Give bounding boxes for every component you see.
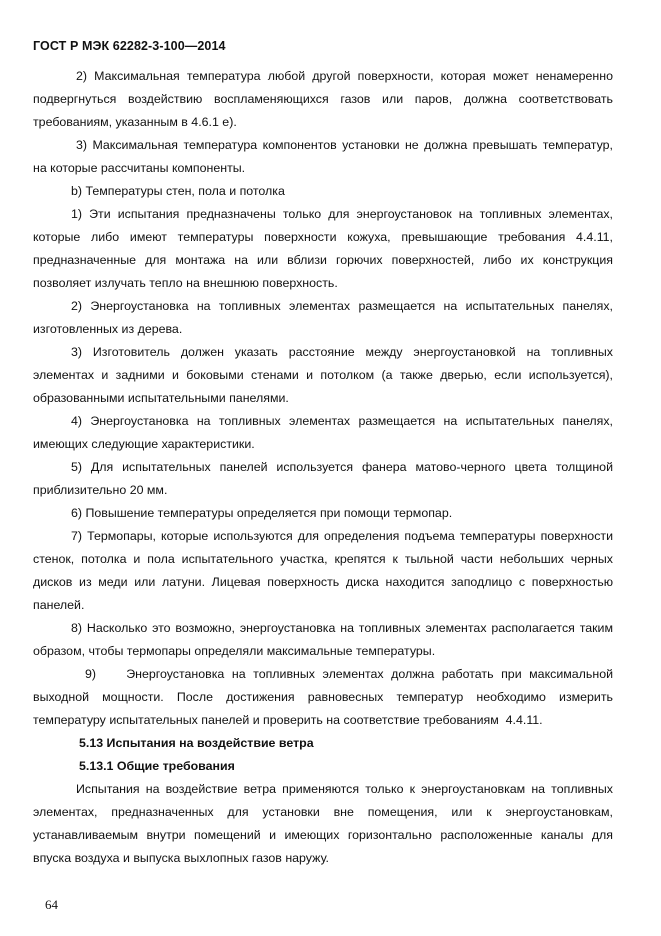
- paragraph-2: 2) Максимальная температура любой другой поверхности, которая может ненамеренно подвергнуться воздействию воспламеняющихся газов или паров, должна соответствовать требованиям, указанным в 4.6.1 е).: [33, 69, 613, 129]
- section-heading-5-13-1: 5.13.1 Общие требования: [79, 759, 235, 773]
- paragraph-b7: 7) Термопары, которые используются для определения подъема температуры поверхности стенок, потолка и пола испытательного участка, крепятся к тыльной части небольших черных дисков из меди или латуни. Лицевая поверхность диска находится заподлицо с поверхностью панелей.: [33, 529, 613, 612]
- paragraph-b8: 8) Насколько это возможно, энергоустановка на топливных элементах располагается таким образом, чтобы термопары определяли максимальные температуры.: [33, 621, 613, 658]
- paragraph-b9: 9) Энергоустановка на топливных элементах должна работать при максимальной выходной мощности. После достижения равновесных температур необходимо измерить температуру испытательных панелей и проверить на соответствие требованиям 4.4.11.: [33, 667, 617, 727]
- section-heading-5-13: 5.13 Испытания на воздействие ветра: [79, 736, 314, 750]
- paragraph-b2: 2) Энергоустановка на топливных элементах размещается на испытательных панелях, изготовленных из дерева.: [33, 299, 613, 336]
- paragraph-b: b) Температуры стен, пола и потолка: [71, 184, 285, 198]
- paragraph-b5: 5) Для испытательных панелей используется фанера матово-черного цвета толщиной приблизительно 20 мм.: [33, 460, 613, 497]
- page-body: [33, 65, 617, 870]
- page-number: 64: [45, 897, 58, 912]
- paragraph-wind-general: Испытания на воздействие ветра применяются только к энергоустановкам на топливных элементах, предназначенных для установки вне помещения, или к энергоустановкам, устанавливаемым внутри помещений и имеющих горизонтально расположенные каналы для впуска воздуха и выпуска выхлопных газов наружу.: [33, 782, 613, 865]
- document-header: ГОСТ Р МЭК 62282-3-100—2014: [33, 39, 226, 53]
- paragraph-3: 3) Максимальная температура компонентов установки не должна превышать температур, на которые рассчитаны компоненты.: [33, 138, 613, 175]
- paragraph-b6: 6) Повышение температуры определяется при помощи термопар.: [71, 506, 453, 520]
- paragraph-b4: 4) Энергоустановка на топливных элементах размещается на испытательных панелях, имеющих следующие характеристики.: [33, 414, 613, 451]
- paragraph-b1: 1) Эти испытания предназначены только для энергоустановок на топливных элементах, которые либо имеют температуры поверхности кожуха, превышающие требования 4.4.11, предназначенные для монтажа на или вблизи горючих поверхностей, либо их конструкция позволяет излучать тепло на внешнюю поверхность.: [33, 207, 613, 290]
- paragraph-b3: 3) Изготовитель должен указать расстояние между энергоустановкой на топливных элементах и задними и боковыми стенами и потолком (а также дверью, если используется), образованными испытательными панелями.: [33, 345, 613, 405]
